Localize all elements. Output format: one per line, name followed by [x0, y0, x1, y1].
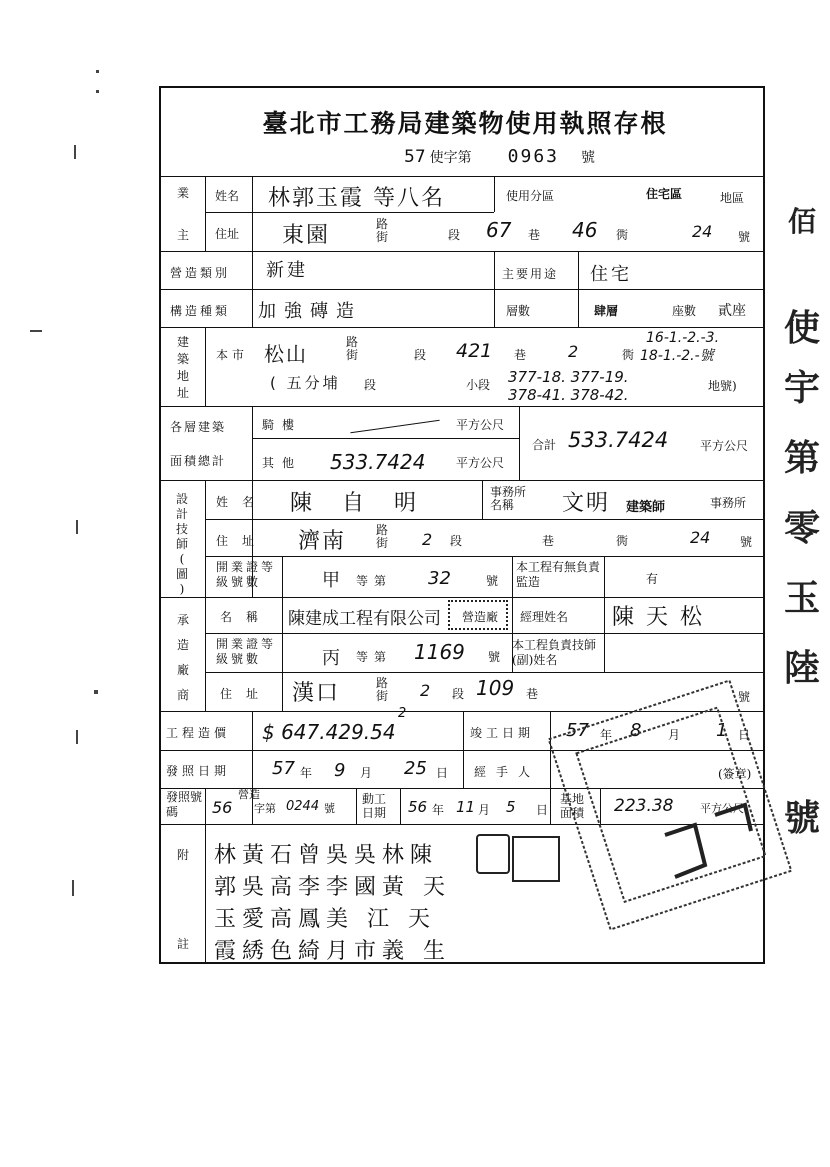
notes-label-bottom: 註	[177, 937, 190, 951]
owner-alley-word: 衖	[616, 228, 629, 242]
bldg-permit-mark: 營造	[238, 788, 260, 801]
site-lots-line2: 378-41. 378-42.	[508, 386, 629, 404]
designer-road-label: 路街	[376, 523, 389, 550]
col-line	[494, 251, 495, 327]
col-line	[205, 480, 206, 597]
row-line	[159, 289, 765, 290]
designer-number-word: 號	[740, 535, 753, 549]
row-line	[159, 406, 765, 407]
site-lot-word: 地號)	[708, 379, 737, 393]
edge-text-fragment: 玉	[784, 577, 821, 619]
contractor-section-label: 承 造 廠 商	[176, 613, 189, 702]
issue-day: 25	[404, 758, 427, 779]
owner-name-value: 林郭玉霞 等八名	[268, 186, 445, 211]
owner-zone-value: 住宅區	[646, 187, 683, 201]
owner-address-value: 東園	[282, 223, 331, 248]
col-line	[282, 556, 283, 597]
row-line	[159, 480, 765, 481]
owner-road-label: 路街	[376, 217, 389, 244]
owner-name-label: 姓名	[215, 189, 240, 203]
contractor-manager-value: 陳天松	[612, 605, 715, 630]
edge-text-fragment: 使	[784, 307, 821, 349]
contractor-license-no: 1169	[414, 640, 465, 664]
edge-text-fragment: 陸	[784, 647, 821, 689]
notes-line: 郭吳高李李國黃 天	[214, 875, 451, 900]
col-line	[463, 711, 464, 788]
construction-use-label: 主要用途	[502, 267, 559, 281]
row-line	[205, 633, 765, 634]
col-line	[512, 556, 513, 597]
edge-text-fragment: 號	[784, 797, 821, 839]
contractor-lane-value: 109	[476, 676, 515, 700]
col-line	[205, 176, 206, 252]
col-line	[604, 597, 605, 672]
col-line	[578, 251, 579, 327]
blocks-value: 貳座	[718, 303, 746, 319]
owner-lane-word: 巷	[528, 228, 541, 242]
construction-type-value: 新建	[266, 260, 308, 281]
contractor-seal-stamp	[448, 600, 508, 630]
owner-section-label: 業	[177, 186, 190, 200]
base-label: 基地面積	[560, 792, 585, 820]
designer-supervision-value: 有	[646, 572, 659, 586]
margin-speck	[74, 145, 76, 159]
site-numbers-line2: 18-1.-2.-號	[640, 348, 714, 364]
designer-section-label: 設 計 技 師 ( 圖 )	[175, 492, 188, 596]
row-line	[205, 556, 765, 557]
site-section-label: 建 築 地 址	[176, 335, 189, 400]
total-value: 533.7424	[568, 428, 669, 452]
handler-label: 經手人	[474, 765, 541, 779]
designer-supervision-label: 本工程有無負責監造	[516, 560, 601, 589]
notes-line: 林黃石曾吳吳林陳	[214, 843, 439, 868]
edge-text-fragment: 佰	[788, 205, 817, 238]
notes-label-top: 附	[177, 848, 190, 862]
area-label: 面積總計	[170, 454, 227, 468]
designer-section-value: 2	[422, 530, 433, 549]
row-line	[252, 438, 519, 439]
start-month: 11	[456, 798, 476, 816]
site-lane-value: 2	[568, 342, 579, 361]
completion-day: 1	[716, 720, 728, 741]
col-line	[205, 597, 206, 711]
contractor-license-grade: 丙	[322, 648, 343, 669]
site-section-word: 段	[414, 348, 427, 362]
completion-year-word: 年	[600, 728, 613, 742]
completion-day-word: 日	[738, 728, 751, 742]
owner-section-label: 主	[177, 228, 190, 242]
edge-text-fragment: 零	[784, 507, 821, 549]
site-section-value: 421	[456, 340, 493, 362]
designer-office-hand: 建築師	[626, 500, 666, 515]
permit-year: 57	[404, 147, 426, 167]
col-line	[252, 251, 253, 327]
start-day-word: 日	[536, 803, 549, 817]
designer-license-word: 等第	[356, 574, 393, 588]
seal-label: (簽章)	[718, 767, 752, 781]
permit-number: 0963	[507, 146, 559, 167]
cost-value: $ 647.429.54	[262, 720, 396, 744]
row-line	[159, 251, 765, 252]
start-month-word: 月	[478, 803, 491, 817]
owner-number-word: 號	[738, 230, 751, 244]
bldg-permit-no: 0244	[286, 799, 320, 814]
area-label: 各層建築	[170, 420, 227, 434]
construction-type-label: 營造類別	[170, 266, 231, 280]
total-unit: 平方公尺	[700, 439, 749, 453]
col-line	[494, 176, 495, 212]
permit-suffix: 號	[581, 150, 595, 166]
designer-address-label: 住址	[216, 534, 269, 548]
site-city-label: 本市	[216, 348, 249, 362]
site-alley-word: 衖	[622, 348, 635, 362]
owner-zone-label: 使用分區	[506, 189, 555, 203]
row-line	[205, 519, 765, 520]
seal-stamp-small	[476, 834, 510, 874]
official-seal-stamp	[545, 665, 805, 935]
designer-license-suffix: 號	[486, 574, 499, 588]
row-line	[159, 327, 765, 328]
row-line	[159, 597, 765, 598]
designer-address-value: 濟南	[298, 529, 347, 554]
bldg-permit-year: 56	[212, 798, 233, 817]
designer-name-value: 陳自明	[290, 491, 447, 516]
site-district-word: 段	[364, 378, 377, 392]
contractor-engineer-label: 本工程負責技師(副)姓名	[512, 638, 597, 667]
other-label: 其他	[262, 456, 303, 470]
other-value: 533.7424	[330, 450, 426, 474]
site-numbers-line1: 16-1.-2.-3.	[646, 330, 720, 346]
edge-text-fragment: 第	[784, 437, 821, 479]
issue-year: 57	[272, 758, 295, 779]
completion-year: 57	[566, 720, 589, 741]
designer-section-word: 段	[450, 534, 463, 548]
permit-number-line	[404, 146, 595, 167]
contractor-number-word: 號	[738, 690, 751, 704]
completion-month-word: 月	[668, 728, 681, 742]
base-unit: 平方公尺	[700, 802, 744, 815]
margin-speck	[30, 330, 42, 332]
col-line	[252, 176, 253, 252]
designer-license-grade: 甲	[322, 570, 343, 591]
contractor-license-label: 開業證等級號數	[216, 637, 277, 666]
margin-speck	[94, 690, 98, 694]
edge-text-fragment: 宇	[784, 367, 821, 409]
start-year: 56	[408, 798, 428, 816]
owner-zone-suffix: 地區	[720, 191, 745, 205]
notes-line: 霞綉色綺月市義 生	[214, 939, 451, 964]
designer-office-suffix: 事務所	[710, 496, 747, 510]
issue-year-word: 年	[300, 766, 313, 780]
contractor-address-value: 漢口	[292, 681, 341, 706]
contractor-manager-label: 經理姓名	[520, 610, 569, 624]
margin-speck	[76, 520, 78, 534]
floors-value: 肆層	[594, 304, 619, 318]
col-line	[604, 556, 605, 597]
structure-label: 構造種類	[170, 304, 231, 318]
designer-number-value: 24	[690, 528, 711, 547]
contractor-road-label: 路街	[376, 676, 389, 703]
cost-label: 工程造價	[166, 726, 231, 740]
notes-line: 玉愛高鳳美 江 天	[214, 907, 436, 932]
base-value: 223.38	[614, 796, 674, 816]
col-line	[205, 327, 206, 406]
bldg-permit-label: 發照號碼	[166, 790, 203, 819]
floors-label: 層數	[506, 304, 531, 318]
col-line	[252, 711, 253, 824]
site-road-value: 松山	[264, 342, 308, 366]
designer-name-label: 姓名	[216, 495, 269, 509]
contractor-license-word: 等第	[356, 650, 393, 664]
designer-lane-word: 巷	[542, 534, 555, 548]
site-lots-line1: 377-18. 377-19.	[508, 368, 629, 386]
completion-label: 竣工日期	[470, 726, 535, 740]
margin-speck	[76, 730, 78, 744]
col-line	[205, 788, 206, 824]
row-line	[205, 212, 494, 213]
margin-speck	[72, 880, 74, 896]
col-line	[282, 597, 283, 711]
start-label: 動工日期	[362, 792, 387, 820]
col-line	[400, 788, 401, 824]
col-line	[482, 480, 483, 519]
blocks-label: 座數	[672, 304, 697, 318]
site-road-label: 路街	[346, 335, 359, 362]
bldg-permit-suffix: 號	[324, 802, 335, 815]
margin-speck	[96, 70, 99, 73]
col-line	[205, 824, 206, 964]
designer-office-value: 文明	[562, 491, 611, 516]
total-label: 合計	[532, 438, 557, 452]
structure-value: 加強磚造	[258, 301, 362, 322]
arcade-label: 騎樓	[262, 418, 303, 432]
owner-address-label: 住址	[215, 227, 240, 241]
contractor-name-value: 陳建成工程有限公司	[288, 609, 441, 629]
owner-section-word: 段	[448, 228, 461, 242]
contractor-section-value: 2	[420, 681, 431, 700]
designer-office-label: 事務所名稱	[490, 485, 527, 512]
contractor-address-label: 住址	[220, 687, 273, 701]
owner-number-value: 24	[692, 222, 713, 241]
permit-word: 使字第	[429, 150, 472, 166]
start-day: 5	[506, 798, 516, 816]
issue-day-word: 日	[436, 766, 449, 780]
completion-month: 8	[630, 720, 642, 741]
contractor-name-suffix: 營造廠	[462, 610, 499, 624]
col-line	[252, 406, 253, 480]
site-subsection-word: 小段	[466, 378, 491, 392]
page-title: 臺北市工務局建築物使用執照存根	[262, 109, 668, 138]
arcade-unit: 平方公尺	[456, 418, 505, 432]
col-line	[356, 788, 357, 824]
designer-alley-word: 衖	[616, 534, 629, 548]
issue-month-word: 月	[360, 766, 373, 780]
designer-license-label: 開業證等級號數	[216, 560, 277, 589]
other-unit: 平方公尺	[456, 456, 505, 470]
contractor-name-label: 名稱	[220, 610, 273, 624]
contractor-section-word: 段	[452, 687, 465, 701]
issue-label: 發照日期	[166, 764, 231, 778]
bldg-permit-word: 字第	[254, 802, 276, 815]
owner-alley-value: 46	[572, 218, 598, 242]
designer-license-no: 32	[428, 568, 451, 589]
site-lane-word: 巷	[514, 348, 527, 362]
cost-marker: 2	[398, 706, 407, 721]
owner-lane-value: 67	[486, 218, 512, 242]
start-year-word: 年	[432, 803, 445, 817]
site-district-value: ( 五分埔	[270, 374, 341, 392]
issue-month: 9	[334, 760, 346, 781]
construction-use-value: 住宅	[590, 264, 632, 285]
row-line	[159, 176, 765, 177]
margin-speck	[96, 90, 99, 93]
contractor-lane-word: 巷	[526, 687, 539, 701]
contractor-license-suffix: 號	[488, 650, 501, 664]
col-line	[519, 406, 520, 480]
